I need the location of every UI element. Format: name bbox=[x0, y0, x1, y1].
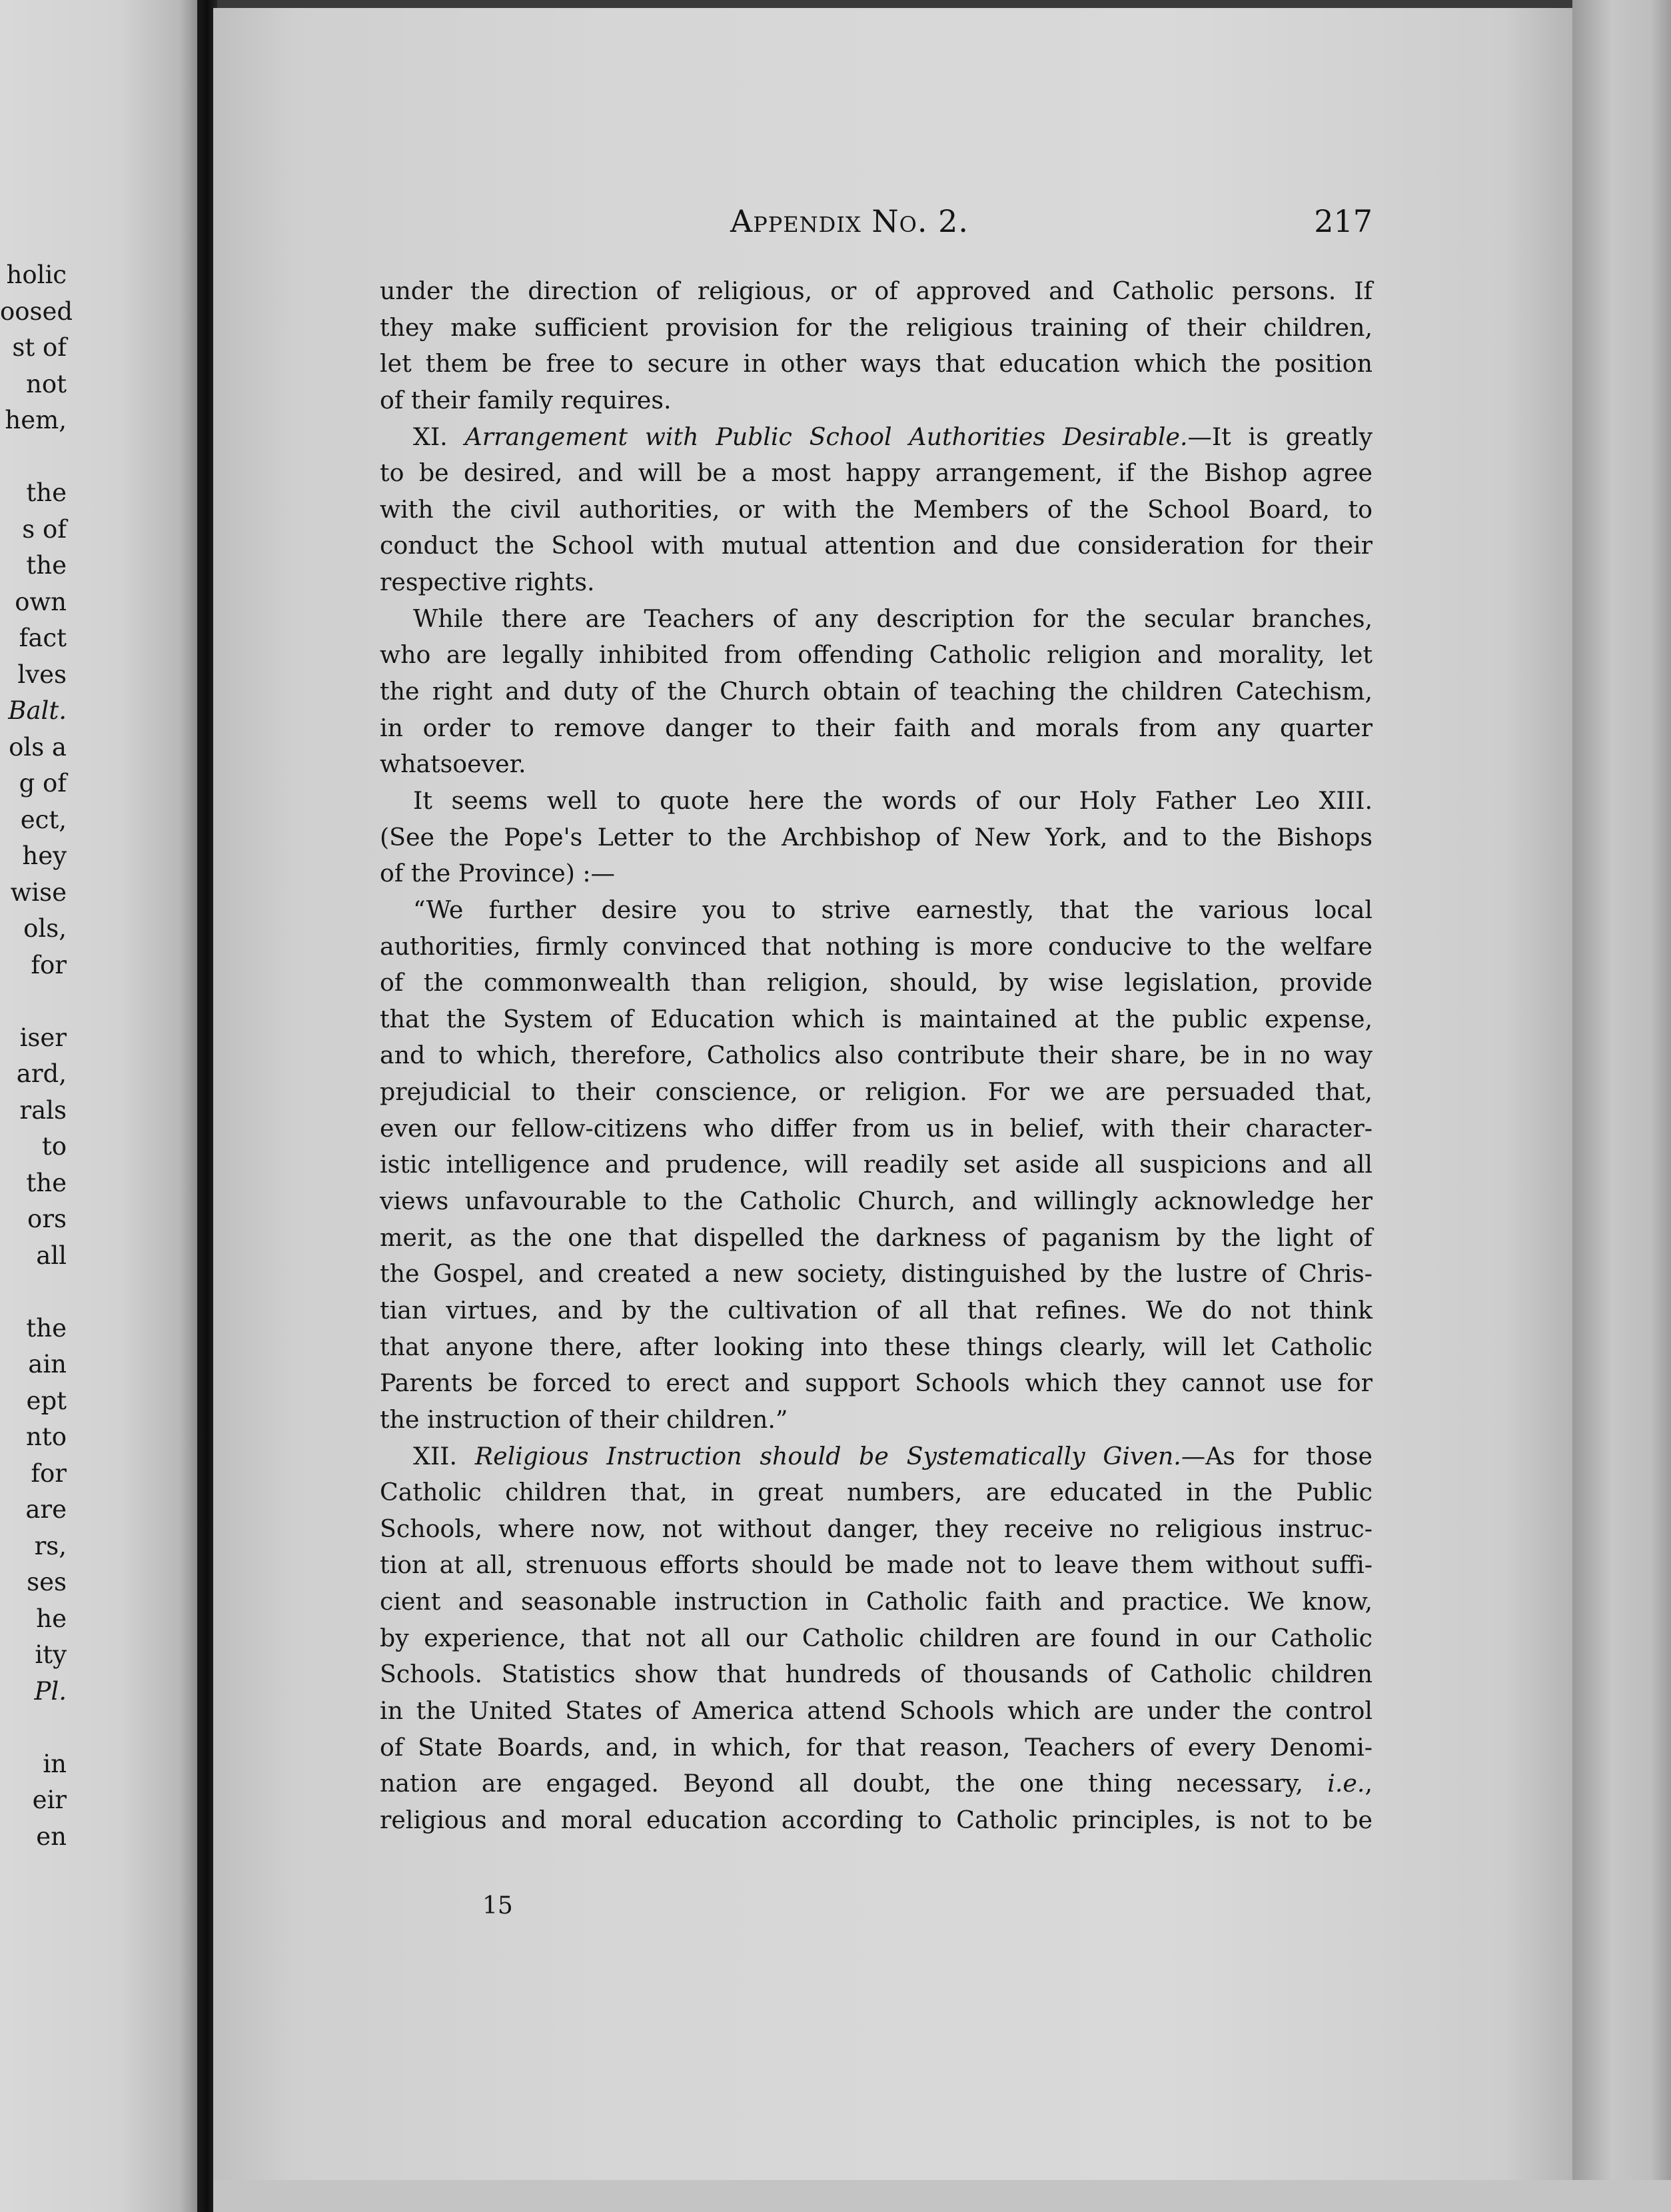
text-line bbox=[380, 1584, 1373, 1620]
text-line bbox=[380, 710, 1373, 747]
line-text: of State Boards, and, in which, for that reason, Teachers of every Denomi- bbox=[380, 1732, 1373, 1762]
italic-heading-text: Arrangement with Public School Authorities Desirable. bbox=[464, 422, 1188, 451]
text-line bbox=[380, 820, 1373, 856]
left-page-fragment: own bbox=[15, 587, 67, 616]
italic-heading-text: Religious Instruction should be Systematically Given. bbox=[474, 1441, 1181, 1470]
page-edge-bottom bbox=[213, 2180, 1671, 2212]
text-line bbox=[380, 1730, 1373, 1766]
text-line bbox=[380, 1220, 1373, 1257]
text-line bbox=[380, 1001, 1373, 1038]
line-text: merit, as the one that dispelled the darkness of paganism by the light of bbox=[380, 1223, 1373, 1252]
left-page-fragment: holic bbox=[6, 261, 67, 289]
line-text: let them be free to secure in other ways that education which the position bbox=[380, 349, 1373, 378]
line-text: in order to remove danger to their faith and morals from any quarter bbox=[380, 713, 1373, 742]
text-line bbox=[380, 1402, 1373, 1438]
left-page-fragment: st of bbox=[12, 333, 67, 362]
text-line bbox=[380, 419, 1373, 456]
text-line bbox=[380, 1183, 1373, 1220]
line-text: views unfavourable to the Catholic Church, and willingly acknowledge her bbox=[380, 1187, 1373, 1216]
text-line bbox=[380, 346, 1373, 382]
line-text: Schools, where now, not without danger, they receive no religious instruc- bbox=[380, 1514, 1373, 1543]
left-page-fragment: in bbox=[43, 1749, 67, 1778]
left-page-fragment: the bbox=[26, 551, 67, 580]
italic-heading-text: i.e. bbox=[1327, 1769, 1365, 1798]
left-page-fragment: g of bbox=[19, 769, 67, 798]
line-text: of the Province) :— bbox=[380, 859, 615, 888]
text-line bbox=[380, 674, 1373, 710]
left-page-fragment: for bbox=[31, 950, 67, 979]
line-text: under the direction of religious, or of approved and Catholic persons. If bbox=[380, 276, 1373, 305]
line-text: tian virtues, and by the cultivation of all that refines. We do not think bbox=[380, 1295, 1373, 1325]
text-line bbox=[380, 528, 1373, 564]
text-line bbox=[380, 1766, 1373, 1802]
left-page-fragment: iser bbox=[19, 1023, 67, 1052]
text-line bbox=[380, 1620, 1373, 1657]
left-page-fragment bbox=[0, 983, 67, 1020]
line-text: with the civil authorities, or with the Members of the School Board, to bbox=[380, 494, 1373, 524]
left-page-fragment: oosed bbox=[0, 296, 73, 326]
page-header bbox=[466, 203, 1373, 250]
text-line bbox=[380, 492, 1373, 528]
line-text: religious and moral education according to Catholic principles, is not to be bbox=[380, 1805, 1373, 1834]
text-line bbox=[380, 1474, 1373, 1511]
line-text: nation are engaged. Beyond all doubt, the one thing necessary, bbox=[380, 1769, 1328, 1798]
left-facing-page bbox=[0, 0, 200, 2212]
text-line bbox=[380, 1074, 1373, 1111]
left-page-fragment bbox=[0, 439, 67, 476]
left-page-fragment: the bbox=[26, 478, 67, 507]
line-text: that anyone there, after looking into these things clearly, will let Catholic bbox=[380, 1332, 1373, 1361]
left-page-fragment: ses bbox=[27, 1568, 67, 1596]
left-page-text-fragments bbox=[0, 257, 73, 1855]
line-text: Catholic children that, in great numbers, are educated in the Public bbox=[380, 1478, 1373, 1507]
left-page-fragment: hem, bbox=[5, 406, 67, 434]
line-text: While there are Teachers of any description for the secular branches, bbox=[413, 604, 1373, 633]
running-head: Appendix No. 2. bbox=[730, 203, 969, 239]
line-text: Parents be forced to erect and support Schools which they cannot use for bbox=[380, 1369, 1373, 1398]
page-edge-right bbox=[1572, 0, 1671, 2212]
left-page-fragment: are bbox=[25, 1495, 67, 1524]
line-text: of the commonwealth than religion, should, by wise legislation, provide bbox=[380, 968, 1373, 997]
left-page-fragment: Balt. bbox=[8, 696, 67, 725]
left-page-fragment: not bbox=[26, 369, 67, 398]
left-page-fragment: ain bbox=[28, 1350, 67, 1379]
text-line bbox=[380, 1656, 1373, 1693]
line-text: who are legally inhibited from offending Catholic religion and morality, let bbox=[380, 640, 1373, 670]
left-page-fragment: to bbox=[41, 1132, 67, 1161]
text-line bbox=[380, 929, 1373, 965]
body-text bbox=[380, 273, 1373, 1839]
signature-mark: 15 bbox=[482, 1892, 513, 1920]
line-text: and to which, therefore, Catholics also contribute their share, be in no way bbox=[380, 1041, 1373, 1070]
text-line bbox=[380, 1147, 1373, 1183]
line-text: (See the Pope's Letter to the Archbishop of New York, and to the Bishops bbox=[380, 822, 1373, 851]
left-page-fragment: s of bbox=[22, 514, 67, 544]
left-page-fragment: for bbox=[31, 1458, 67, 1488]
text-line bbox=[380, 1037, 1373, 1074]
left-page-fragment: fact bbox=[19, 624, 67, 652]
left-page-fragment: rals bbox=[19, 1095, 67, 1125]
line-text: that the System of Education which is maintained at the public expense, bbox=[380, 1004, 1373, 1033]
line-text: whatsoever. bbox=[380, 750, 526, 779]
text-line bbox=[380, 455, 1373, 492]
text-line bbox=[380, 1329, 1373, 1366]
line-text: cient and seasonable instruction in Catholic faith and practice. We know, bbox=[380, 1587, 1373, 1616]
text-line bbox=[380, 1511, 1373, 1548]
line-text: XII. bbox=[413, 1441, 475, 1470]
left-page-fragment: ept bbox=[26, 1386, 67, 1415]
left-page-fragment: en bbox=[36, 1822, 67, 1851]
left-page-fragment: ors bbox=[27, 1205, 67, 1233]
text-line bbox=[380, 1256, 1373, 1293]
line-text: by experience, that not all our Catholic children are found in our Catholic bbox=[380, 1623, 1373, 1652]
line-text: the instruction of their children.” bbox=[380, 1404, 788, 1434]
text-line bbox=[380, 746, 1373, 783]
left-page-fragment: nto bbox=[26, 1422, 67, 1451]
line-text: —As for those bbox=[1181, 1441, 1373, 1470]
line-text: respective rights. bbox=[380, 568, 595, 597]
line-text: of their family requires. bbox=[380, 385, 672, 414]
line-text: to be desired, and will be a most happy arrangement, if the Bishop agree bbox=[380, 458, 1373, 488]
left-page-fragment: eir bbox=[32, 1786, 67, 1814]
left-page-fragment: hey bbox=[22, 841, 67, 870]
line-text: authorities, firmly convinced that nothing is more conducive to the welfare bbox=[380, 931, 1373, 961]
text-line bbox=[380, 564, 1373, 601]
left-page-fragment: rs, bbox=[34, 1531, 67, 1560]
line-text: , bbox=[1365, 1769, 1373, 1798]
line-text: XI. bbox=[413, 422, 465, 451]
line-text: “We further desire you to strive earnestly, that the various local bbox=[413, 895, 1373, 924]
left-page-fragment: he bbox=[36, 1604, 67, 1633]
text-line bbox=[380, 601, 1373, 638]
line-text: tion at all, strenuous efforts should be made not to leave them without suffi- bbox=[380, 1550, 1373, 1580]
left-page-fragment bbox=[0, 1710, 67, 1746]
left-page-fragment: ols a bbox=[9, 732, 67, 762]
text-line bbox=[380, 965, 1373, 1001]
left-page-fragment bbox=[0, 1274, 67, 1311]
text-line bbox=[380, 892, 1373, 929]
text-line bbox=[380, 1547, 1373, 1584]
text-line bbox=[380, 783, 1373, 820]
text-line bbox=[380, 1438, 1373, 1475]
left-page-fragment: ity bbox=[35, 1640, 67, 1669]
text-line bbox=[380, 637, 1373, 674]
line-text: prejudicial to their conscience, or religion. For we are persuaded that, bbox=[380, 1077, 1373, 1107]
line-text: Schools. Statistics show that hundreds of thousands of Catholic children bbox=[380, 1660, 1373, 1689]
text-line bbox=[380, 855, 1373, 892]
line-text: in the United States of America attend Schools which are under the control bbox=[380, 1696, 1373, 1725]
text-line bbox=[380, 310, 1373, 346]
line-text: the right and duty of the Church obtain of teaching the children Catechism, bbox=[380, 677, 1373, 706]
line-text: It seems well to quote here the words of our Holy Father Leo XIII. bbox=[413, 786, 1373, 815]
left-page-fragment: ect, bbox=[20, 805, 67, 834]
left-page-fragment: Pl. bbox=[34, 1676, 67, 1706]
left-page-fragment: ard, bbox=[16, 1059, 67, 1088]
line-text: the Gospel, and created a new society, distinguished by the lustre of Chris- bbox=[380, 1259, 1373, 1289]
line-text: even our fellow-citizens who differ from us in belief, with their character- bbox=[380, 1113, 1373, 1143]
left-page-fragment: the bbox=[26, 1168, 67, 1197]
text-line bbox=[380, 1111, 1373, 1147]
text-line bbox=[380, 1365, 1373, 1402]
line-text: conduct the School with mutual attention and due consideration for their bbox=[380, 531, 1373, 560]
text-line bbox=[380, 1802, 1373, 1839]
page-number: 217 bbox=[1314, 203, 1373, 239]
text-line bbox=[380, 1693, 1373, 1730]
left-page-fragment: ols, bbox=[23, 914, 67, 943]
line-text: istic intelligence and prudence, will readily set aside all suspicions and all bbox=[380, 1150, 1373, 1179]
left-page-fragment: lves bbox=[17, 660, 67, 689]
line-text: —It is greatly bbox=[1187, 422, 1373, 451]
left-page-fragment: wise bbox=[10, 877, 67, 907]
left-page-fragment: all bbox=[36, 1241, 67, 1270]
line-text: they make sufficient provision for the religious training of their children, bbox=[380, 312, 1373, 342]
text-line bbox=[380, 273, 1373, 310]
text-line bbox=[380, 382, 1373, 419]
left-page-fragment: the bbox=[26, 1313, 67, 1343]
text-line bbox=[380, 1293, 1373, 1329]
